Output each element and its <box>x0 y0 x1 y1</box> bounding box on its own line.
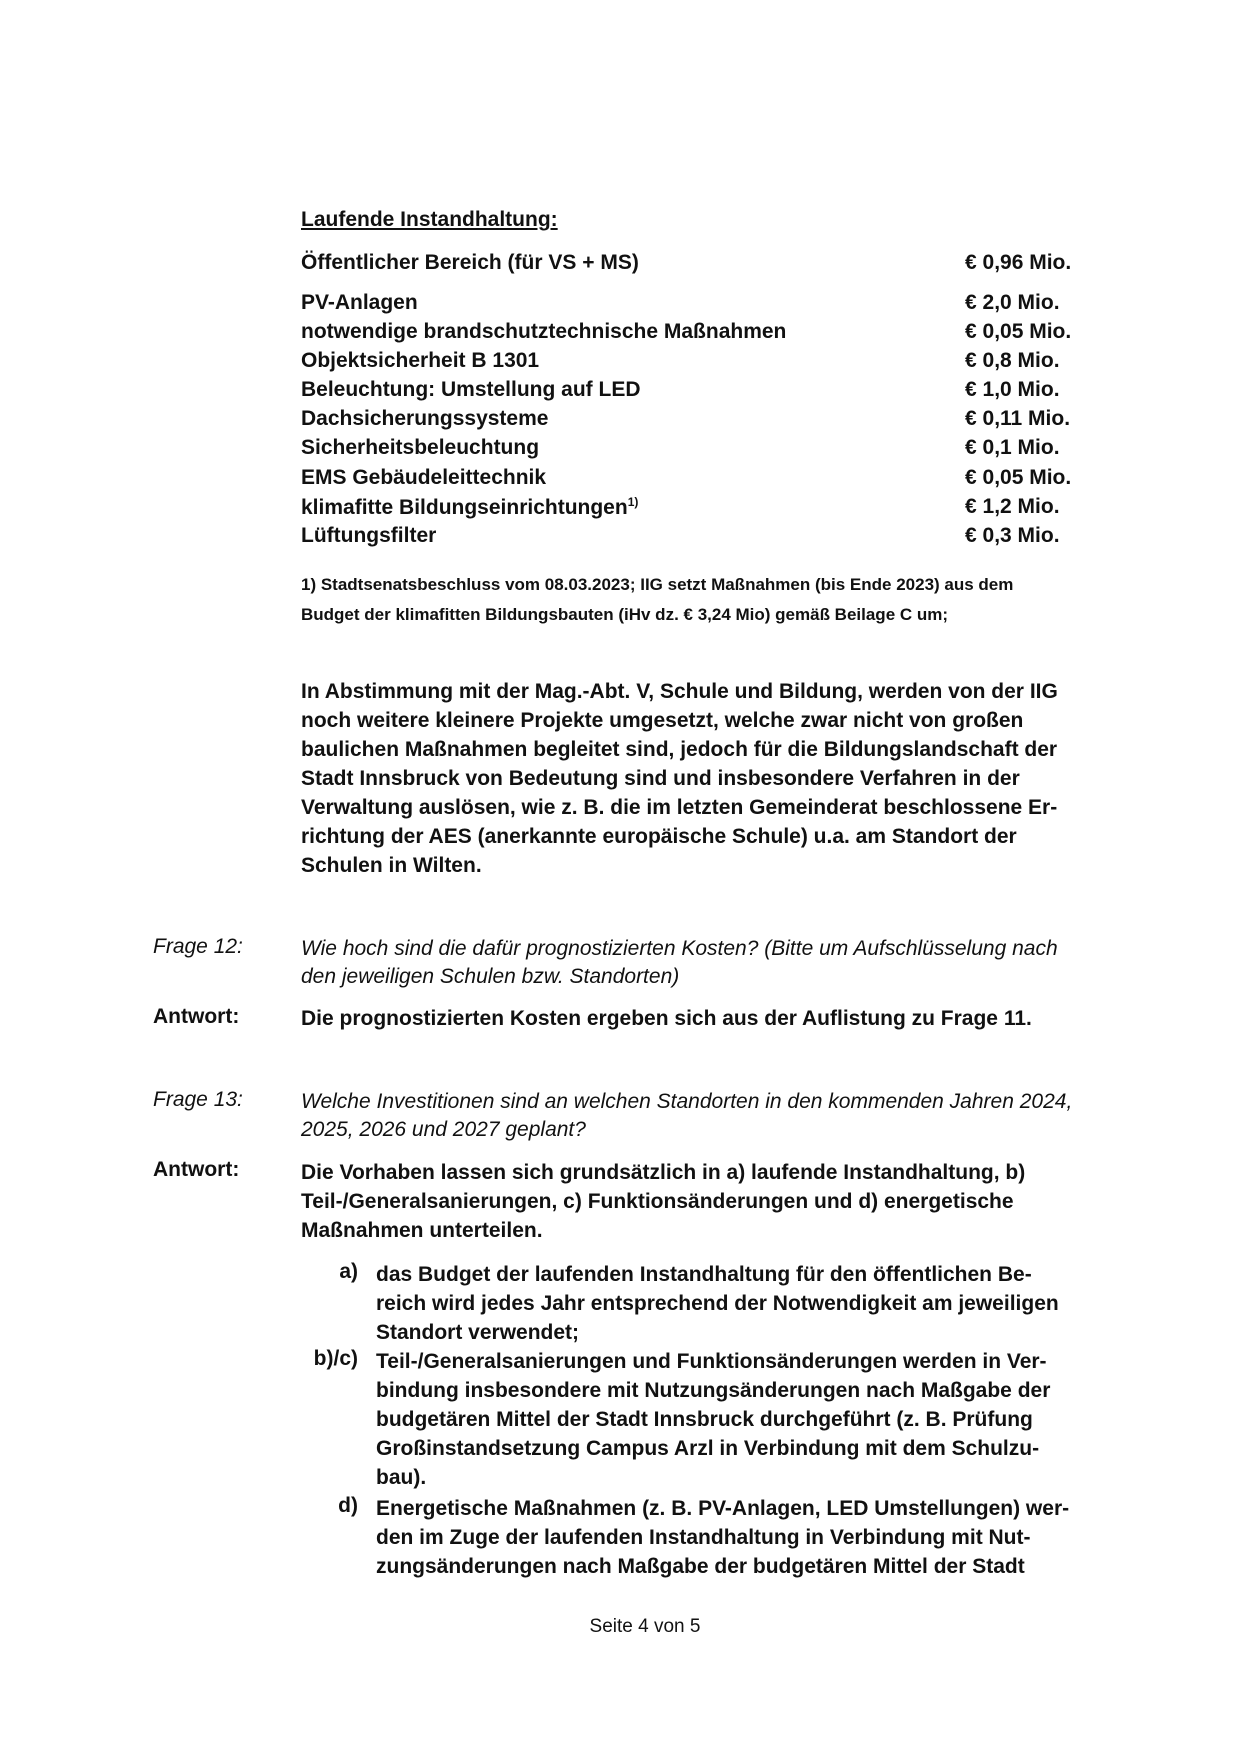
question-12-label: Frage 12: <box>153 935 243 958</box>
list-line: das Budget der laufenden Instandhaltung für den öffentlichen Be- <box>376 1263 1032 1286</box>
cost-value: € 0,96 Mio. <box>965 251 1072 274</box>
question-13-text <box>301 1088 1141 1144</box>
cost-label: Lüftungsfilter <box>301 524 437 547</box>
list-line: Teil-/Generalsanierungen und Funktionsänderungen werden in Ver- <box>376 1350 1047 1373</box>
answer-13-text <box>301 1158 1141 1245</box>
paragraph-line: Stadt Innsbruck von Bedeutung sind und insbesondere Verfahren in der <box>301 767 1020 790</box>
cost-row <box>301 378 1091 407</box>
cost-row <box>301 291 1091 320</box>
cost-label: Öffentlicher Bereich (für VS + MS) <box>301 251 639 274</box>
list-line: Großinstandsetzung Campus Arzl in Verbindung mit dem Schulzu- <box>376 1437 1040 1460</box>
question-13-label: Frage 13: <box>153 1088 243 1111</box>
list-item <box>376 1494 1136 1581</box>
list-line: Energetische Maßnahmen (z. B. PV-Anlagen, LED Umstellungen) wer- <box>376 1497 1070 1520</box>
question-line: den jeweiligen Schulen bzw. Standorten) <box>301 965 680 988</box>
paragraph-line: Verwaltung auslösen, wie z. B. die im letzten Gemeinderat beschlossene Er- <box>301 796 1058 819</box>
answer-13-label: Antwort: <box>153 1158 240 1181</box>
paragraph-line: baulichen Maßnahmen begleitet sind, jedoch für die Bildungslandschaft der <box>301 738 1058 761</box>
cost-label: Sicherheitsbeleuchtung <box>301 436 540 459</box>
page-number: Seite 4 von 5 <box>589 1616 701 1637</box>
cost-row <box>301 320 1091 349</box>
answer-line: Die Vorhaben lassen sich grundsätzlich in a) laufende Instandhaltung, b) <box>301 1161 1026 1184</box>
list-item <box>376 1347 1136 1492</box>
cost-row <box>301 466 1091 495</box>
body-paragraph <box>301 677 1141 880</box>
cost-value: € 0,05 Mio. <box>965 466 1072 489</box>
list-line: den im Zuge der laufenden Instandhaltung in Verbindung mit Nut- <box>376 1526 1031 1549</box>
paragraph-line: In Abstimmung mit der Mag.-Abt. V, Schule und Bildung, werden von der IIG <box>301 680 1058 703</box>
cost-label: Dachsicherungssysteme <box>301 407 549 430</box>
paragraph-line: noch weitere kleinere Projekte umgesetzt, welche zwar nicht von großen <box>301 709 1024 732</box>
cost-row-main <box>301 251 1091 280</box>
list-line: Standort verwendet; <box>376 1321 580 1344</box>
cost-label: Beleuchtung: Umstellung auf LED <box>301 378 641 401</box>
cost-value: € 2,0 Mio. <box>965 291 1060 314</box>
paragraph-line: richtung der AES (anerkannte europäische Schule) u.a. am Standort der <box>301 825 1017 848</box>
question-line: 2025, 2026 und 2027 geplant? <box>301 1118 586 1141</box>
question-line: Welche Investitionen sind an welchen Standorten in den kommenden Jahren 2024, <box>301 1090 1073 1113</box>
answer-line: Teil-/Generalsanierungen, c) Funktionsänderungen und d) energetische <box>301 1190 1014 1213</box>
cost-label: EMS Gebäudeleittechnik <box>301 466 547 489</box>
footnote-marker: 1) <box>627 495 639 509</box>
cost-label: PV-Anlagen <box>301 291 418 314</box>
cost-label: notwendige brandschutztechnische Maßnahmen <box>301 320 787 343</box>
cost-value: € 1,0 Mio. <box>965 378 1060 401</box>
cost-row <box>301 349 1091 378</box>
list-marker: a) <box>339 1260 358 1283</box>
section-heading: Laufende Instandhaltung: <box>301 208 558 231</box>
cost-value: € 0,3 Mio. <box>965 524 1060 547</box>
list-marker: d) <box>338 1494 358 1517</box>
list-line: reich wird jedes Jahr entsprechend der Notwendigkeit am jeweiligen <box>376 1292 1059 1315</box>
cost-row <box>301 407 1091 436</box>
list-line: bindung insbesondere mit Nutzungsänderungen nach Maßgabe der <box>376 1379 1051 1402</box>
list-line: budgetären Mittel der Stadt Innsbruck durchgeführt (z. B. Prüfung <box>376 1408 1033 1431</box>
list-line: zungsänderungen nach Maßgabe der budgetären Mittel der Stadt <box>376 1555 1025 1578</box>
question-12-text <box>301 935 1141 991</box>
cost-value: € 0,11 Mio. <box>965 407 1071 430</box>
cost-value: € 0,8 Mio. <box>965 349 1060 372</box>
list-item <box>376 1260 1136 1347</box>
cost-label <box>301 495 638 520</box>
answer-12-text: Die prognostizierten Kosten ergeben sich aus der Auflistung zu Frage 11. <box>301 1007 1032 1030</box>
list-marker: b)/c) <box>313 1347 358 1370</box>
footnote <box>301 570 1121 630</box>
cost-value: € 0,1 Mio. <box>965 436 1060 459</box>
cost-value: € 1,2 Mio. <box>965 495 1060 518</box>
cost-row <box>301 524 1091 553</box>
cost-row <box>301 495 1091 524</box>
paragraph-line: Schulen in Wilten. <box>301 854 482 877</box>
cost-label: Objektsicherheit B 1301 <box>301 349 540 372</box>
list-line: bau). <box>376 1466 427 1489</box>
cost-row <box>301 436 1091 465</box>
footnote-line: 1) Stadtsenatsbeschluss vom 08.03.2023; IIG setzt Maßnahmen (bis Ende 2023) aus dem <box>301 575 1014 594</box>
answer-12-label: Antwort: <box>153 1005 240 1028</box>
question-line: Wie hoch sind die dafür prognostizierten Kosten? (Bitte um Aufschlüsselung nach <box>301 937 1058 960</box>
answer-line: Maßnahmen unterteilen. <box>301 1219 543 1242</box>
footnote-line: Budget der klimafitten Bildungsbauten (iHv dz. € 3,24 Mio) gemäß Beilage C um; <box>301 605 949 624</box>
cost-label-text: klimafitte Bildungseinrichtungen <box>301 496 628 519</box>
cost-value: € 0,05 Mio. <box>965 320 1072 343</box>
